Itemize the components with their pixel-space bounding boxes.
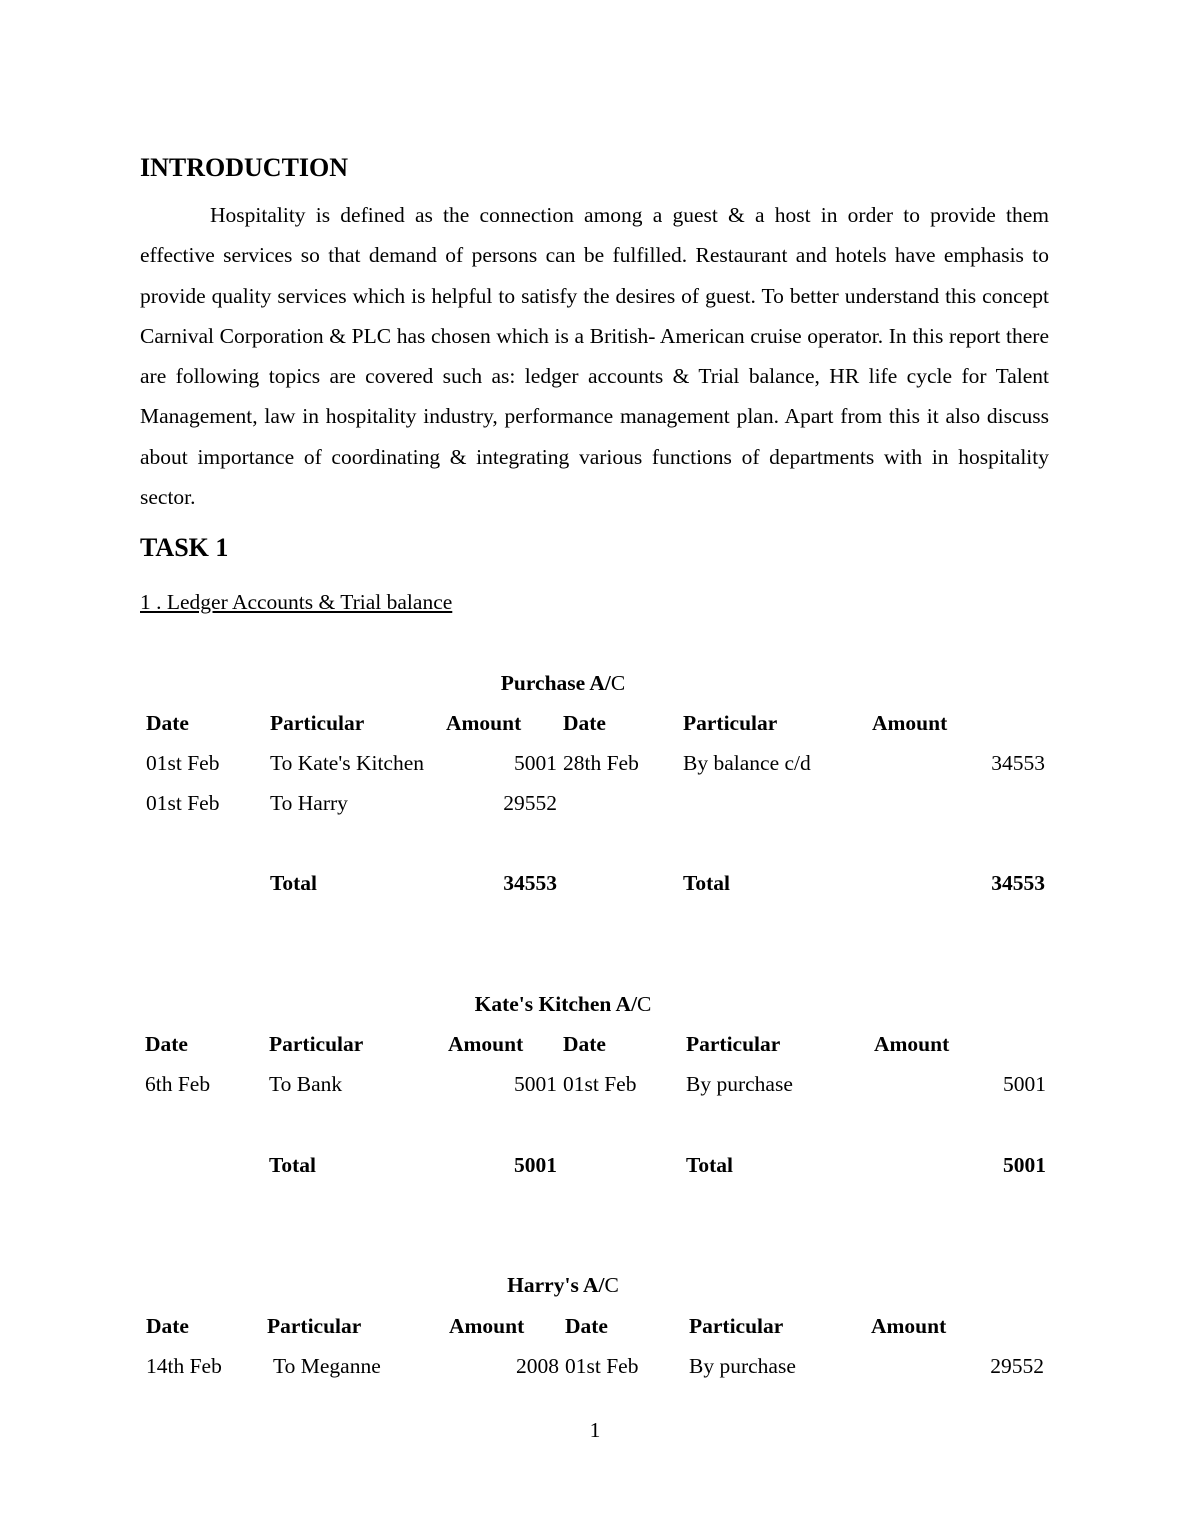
credit-date: 01st Feb (563, 1072, 637, 1096)
header-amount-right: Amount (871, 1314, 947, 1338)
debit-date: 01st Feb (146, 751, 220, 775)
total-label-right: Total (683, 871, 730, 895)
kates-header-row (0, 1032, 1190, 1062)
purchase-account-title: Purchase A/C (500, 671, 626, 695)
total-amount-left: 5001 (514, 1153, 557, 1177)
introduction-text: Hospitality is defined as the connection among a guest & a host in order to provide them effective services so that demand of persons can be fulfilled. Restaurant and hotels have emphasis to provide quality services which is helpful to satisfy the desires of guest. To better understand this concept Carnival Corporation & PLC has chosen which is a British- American cruise operator. In this report there are following topics are covered such as: ledger accounts & Trial balance, HR life cycle for Talent Management, law in hospitality industry, performance management plan. Apart from this it also discuss about importance of coordinating & integrating various functions of departments with in hospitality sector. (140, 203, 1049, 510)
debit-date: 01st Feb (146, 791, 220, 815)
debit-amount: 5001 (514, 1072, 557, 1096)
header-date-left: Date (146, 1314, 189, 1338)
purchase-row-1 (0, 751, 1190, 781)
purchase-header-row (0, 711, 1190, 741)
purchase-row-2 (0, 791, 1190, 821)
header-particular-left: Particular (269, 1032, 364, 1056)
credit-amount: 5001 (1003, 1072, 1046, 1096)
introduction-paragraph (140, 195, 1049, 517)
introduction-heading: INTRODUCTION (140, 153, 349, 182)
debit-particular: To Kate's Kitchen (270, 751, 425, 775)
header-date-right: Date (565, 1314, 608, 1338)
credit-amount: 34553 (991, 751, 1045, 775)
harry-row-1 (0, 1354, 1190, 1384)
total-label-left: Total (269, 1153, 316, 1177)
credit-particular: By purchase (689, 1354, 796, 1378)
debit-date: 6th Feb (145, 1072, 211, 1096)
header-amount-right: Amount (874, 1032, 950, 1056)
debit-particular: To Harry (270, 791, 348, 815)
credit-date: 28th Feb (563, 751, 639, 775)
header-date-left: Date (145, 1032, 188, 1056)
credit-particular: By balance c/d (683, 751, 811, 775)
total-amount-left: 34553 (503, 871, 557, 895)
header-amount-left: Amount (446, 711, 522, 735)
header-particular-right: Particular (686, 1032, 781, 1056)
header-amount-left: Amount (448, 1032, 524, 1056)
kates-kitchen-account-title: Kate's Kitchen A/C (474, 992, 652, 1016)
header-particular-right: Particular (689, 1314, 784, 1338)
debit-particular: To Meganne (273, 1354, 381, 1378)
credit-particular: By purchase (686, 1072, 793, 1096)
credit-date: 01st Feb (565, 1354, 639, 1378)
debit-particular: To Bank (269, 1072, 343, 1096)
header-date-left: Date (146, 711, 189, 735)
credit-amount: 29552 (990, 1354, 1044, 1378)
task-1-heading: TASK 1 (140, 533, 229, 562)
harry-header-row (0, 1314, 1190, 1344)
page-number: 1 (589, 1418, 601, 1442)
ledger-subtitle: 1 . Ledger Accounts & Trial balance (140, 590, 453, 614)
purchase-total-row (0, 871, 1190, 901)
header-particular-left: Particular (267, 1314, 362, 1338)
header-particular-right: Particular (683, 711, 778, 735)
header-date-right: Date (563, 1032, 606, 1056)
header-amount-right: Amount (872, 711, 948, 735)
debit-amount: 2008 (516, 1354, 559, 1378)
debit-amount: 5001 (514, 751, 557, 775)
kates-row-1 (0, 1072, 1190, 1102)
total-amount-right: 5001 (1003, 1153, 1046, 1177)
debit-date: 14th Feb (146, 1354, 222, 1378)
harrys-account-title: Harry's A/C (507, 1273, 619, 1297)
kates-total-row (0, 1153, 1190, 1183)
debit-amount: 29552 (503, 791, 557, 815)
header-amount-left: Amount (449, 1314, 525, 1338)
total-amount-right: 34553 (991, 871, 1045, 895)
header-particular-left: Particular (270, 711, 365, 735)
total-label-right: Total (686, 1153, 733, 1177)
header-date-right: Date (563, 711, 606, 735)
total-label-left: Total (270, 871, 317, 895)
